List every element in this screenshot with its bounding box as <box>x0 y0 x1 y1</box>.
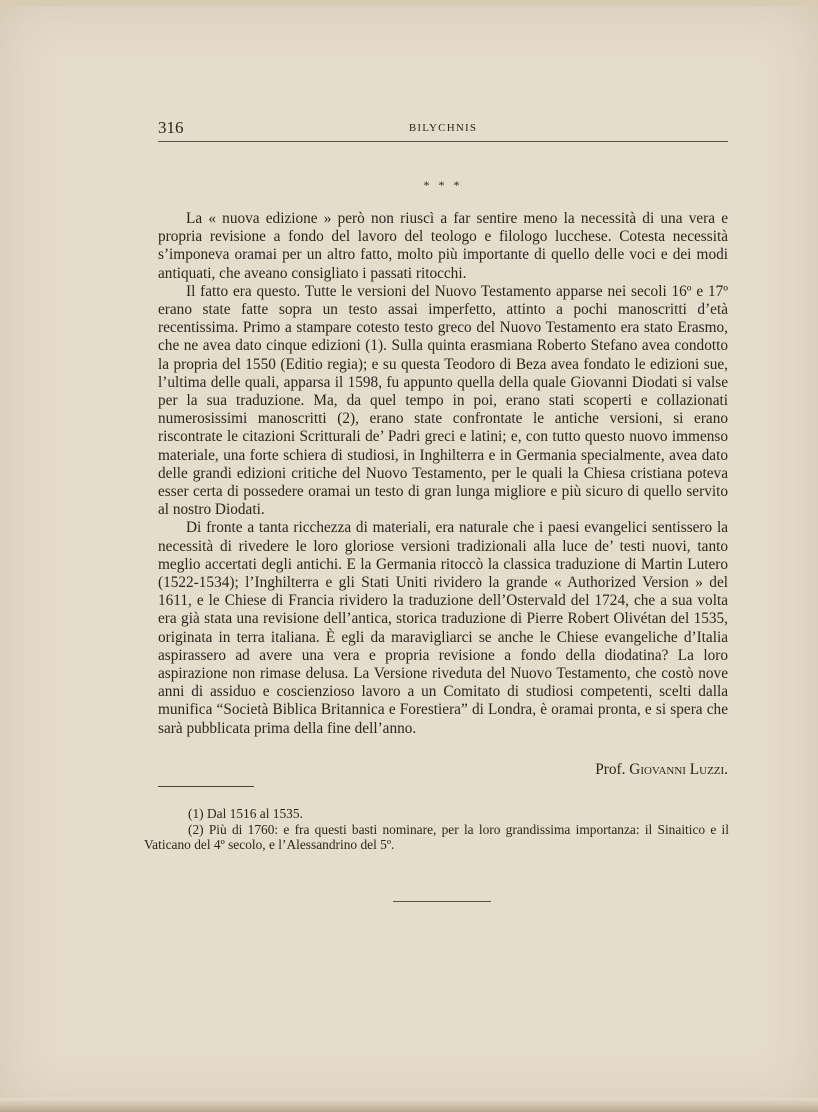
end-rule <box>393 901 491 902</box>
signature-prefix: Prof. <box>595 761 626 778</box>
footnotes <box>144 806 729 853</box>
page-number: 316 <box>158 118 184 137</box>
author-signature <box>595 761 728 779</box>
page-bottom-edge <box>0 1098 818 1112</box>
footnote-1: (1) Dal 1516 al 1535. <box>188 806 303 821</box>
article-body <box>158 210 728 738</box>
paragraph-1: La « nuova edizione » però non riuscì a far sentire meno la necessità di una vera e propria revisione a fondo del lavoro del teologo e filologo lucchese. Cotesta necessità s’imponeva oramai per un altro fatto, molto più importante di quello delle voci e dei modi antiquati, che aveano consigliato i passati ritocchi. <box>158 210 728 282</box>
paragraph-3: Di fronte a tanta ricchezza di materiali, era naturale che i paesi evangelici sentissero la necessità di rivedere le loro gloriose versioni tradizionali alla luce de’ testi nuovi, tanto meglio accertati degli antichi. E la Germania ritoccò la classica traduzione di Martin Lutero (1522-1534); l’Inghilterra e gli Stati Uniti rividero la grande « Authorized Version » del 1611, e le Chiese di Francia rividero la traduzione dell’Ostervald del 1724, che a sua volta era già stata una revisione dell’antica, storica traduzione di Pierre Robert Olivétan del 1535, originata in terra italiana. È egli da maravigliarci se anche le Chiese evangeliche d’Italia aspirassero ad avere una vera e propria revisione a fondo della diodatina? La loro aspirazione non rimase delusa. La Versione riveduta del Nuovo Testamento, che costò nove anni di assiduo e coscienzioso lavoro a un Comitato di studiosi competenti, scelti dalla munifica “Società Biblica Britannica e Forestiera” di Londra, è oramai pronta, e si spera che sarà pubblicata prima della fine dell’anno. <box>158 519 728 737</box>
page-header <box>158 118 728 138</box>
paragraph-2: Il fatto era questo. Tutte le versioni del Nuovo Testamento apparse nei secoli 16º e 17º erano state fatte sopra un testo assai imperfetto, attinto a pochi manoscritti d’età recentissima. Primo a stampare cotesto testo greco del Nuovo Testamento era stato Erasmo, che ne avea dato cinque edizioni (1). Sulla quinta erasmiana Roberto Stefano avea condotto la propria del 1550 (Editio regia); e su questa Teodoro di Beza avea fondato le edizioni sue, l’ultima delle quali, apparsa il 1598, fu appunto quella della quale Giovanni Diodati si valse per la sua traduzione. Ma, da quel tempo in poi, erano stati scoperti e collazionati numerosissimi manoscritti (2), erano state confrontate le antiche versioni, si erano riscontrate le citazioni Scritturali de’ Padri greci e latini; e, con tutto questo nuovo immenso materiale, una forte schiera di studiosi, in Inghilterra e in Germania specialmente, avea dato delle grandi edizioni critiche del Nuovo Testamento, per le quali la Chiesa cristiana poteva esser certa di possedere oramai un testo di gran lunga migliore e più sicuro di quello servito al nostro Diodati. <box>158 282 728 519</box>
footnote-2: (2) Più di 1760: e fra questi basti nominare, per la loro grandissima importanza: il Sinaitico e il Vaticano del 4º secolo, e l’Alessandrino del 5º. <box>144 821 729 852</box>
page-top-edge <box>0 0 818 6</box>
running-head: BILYCHNIS <box>408 122 478 134</box>
footnote-rule <box>158 786 254 787</box>
section-mark: * * * <box>423 178 463 192</box>
header-rule <box>158 141 728 142</box>
signature-name: Giovanni Luzzi. <box>629 761 728 778</box>
